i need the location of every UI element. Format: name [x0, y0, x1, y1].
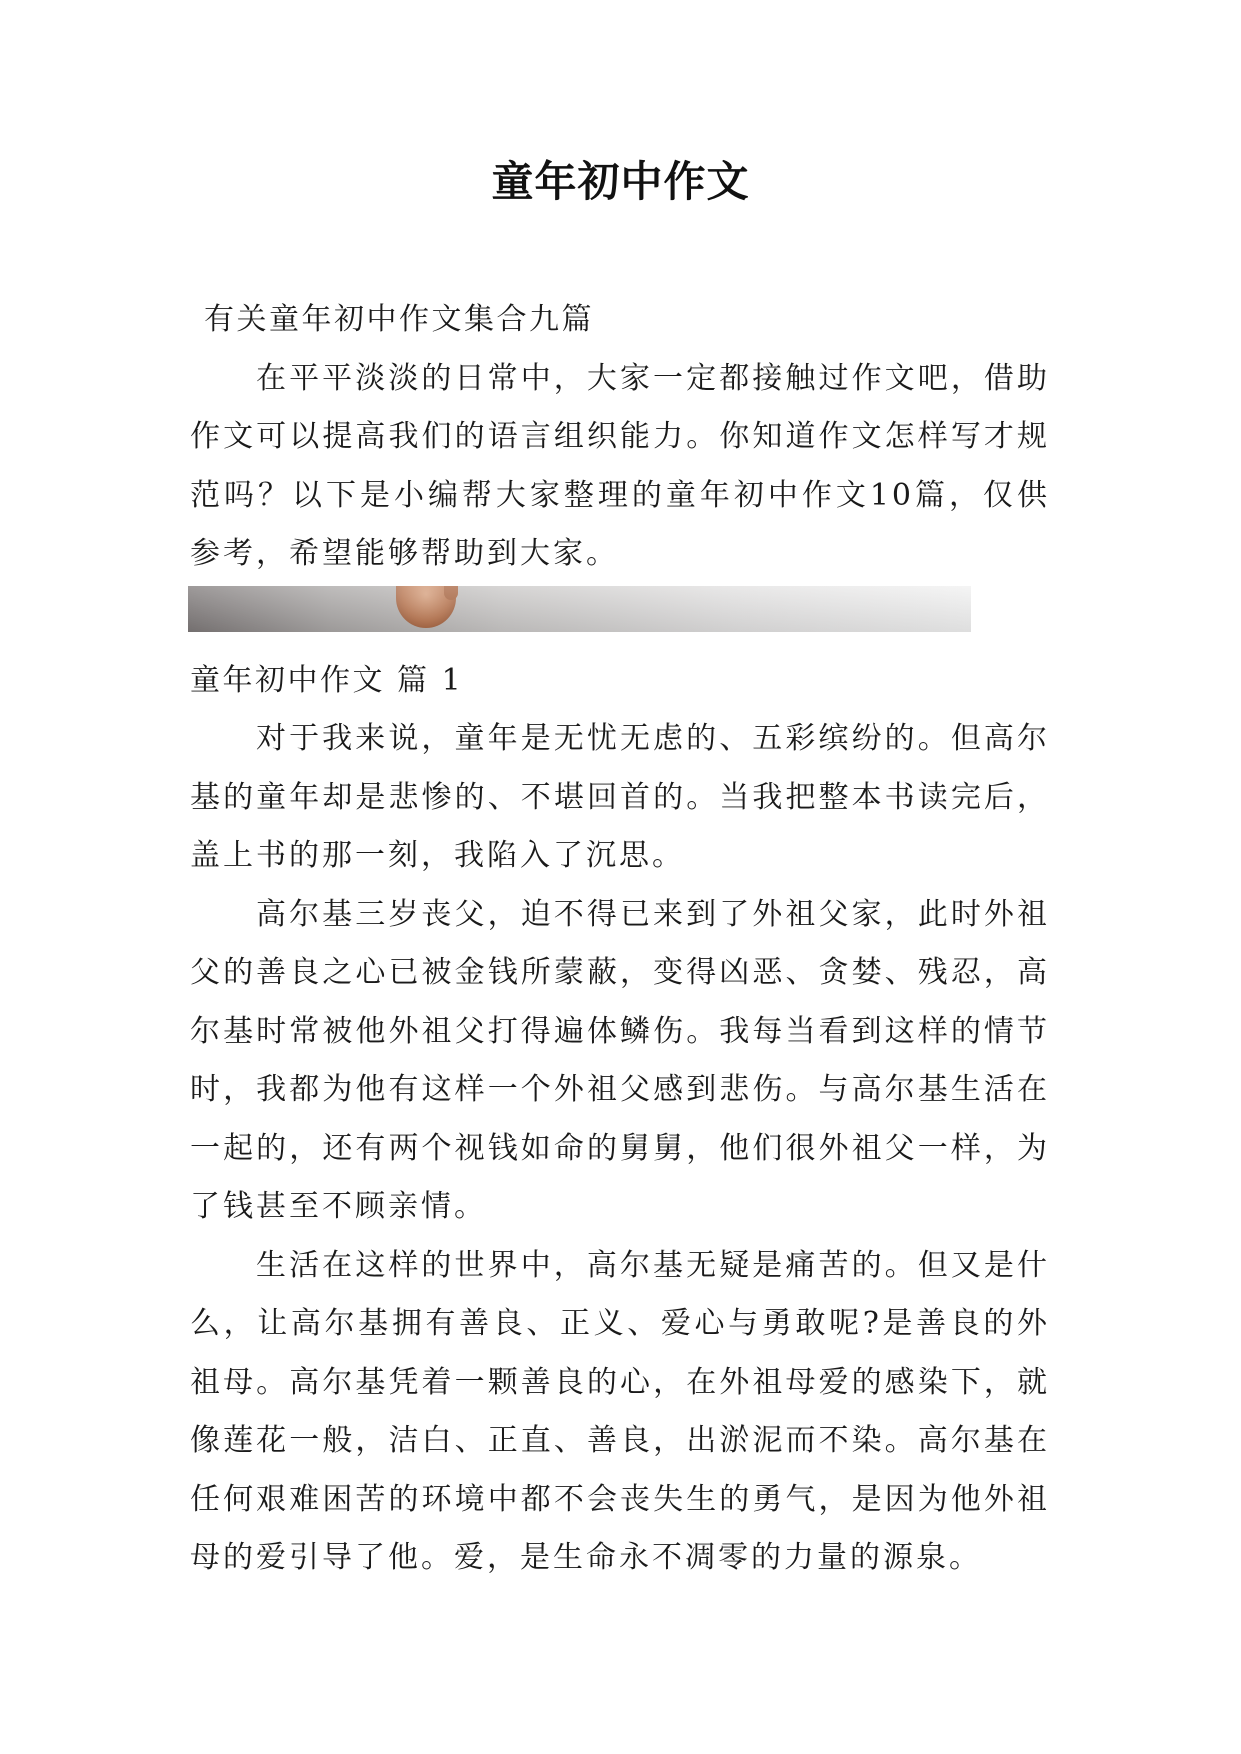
banner-shade [188, 586, 971, 632]
body-paragraph: 高尔基三岁丧父，迫不得已来到了外祖父家，此时外祖父的善良之心已被金钱所蒙蔽，变得凶恶、贪婪、残忍，高尔基时常被他外祖父打得遍体鳞伤。我每当看到这样的情节时，我都为他有这样一个外祖父感到悲伤。与高尔基生活在一起的，还有两个视钱如命的舅舅，他们很外祖父一样，为了钱甚至不顾亲情。 [190, 896, 1050, 1224]
section-heading: 童年初中作文 篇 1 [190, 662, 464, 698]
body-paragraph: 对于我来说，童年是无忧无虑的、五彩缤纷的。但高尔基的童年却是悲惨的、不堪回首的。当我把整本书读完后，盖上书的那一刻，我陷入了沉思。 [190, 721, 1050, 873]
document-title: 童年初中作文 [491, 157, 750, 206]
body-paragraph: 生活在这样的世界中，高尔基无疑是痛苦的。但又是什么，让高尔基拥有善良、正义、爱心与勇敢呢?是善良的外祖母。高尔基凭着一颗善良的心，在外祖母爱的感染下，就像莲花一般，洁白、正直、善良，出淤泥而不染。高尔基在任何艰难困苦的环境中都不会丧失生的勇气，是因为他外祖母的爱引导了他。爱，是生命永不凋零的力量的源泉。 [190, 1247, 1050, 1575]
document-body [190, 291, 1050, 1588]
banner-image [188, 586, 971, 632]
intro-paragraph: 在平平淡淡的日常中，大家一定都接触过作文吧，借助作文可以提高我们的语言组织能力。你知道作文怎样写才规范吗？以下是小编帮大家整理的童年初中作文10篇，仅供参考，希望能够帮助到大家。 [190, 360, 1050, 571]
document-subtitle: 有关童年初中作文集合九篇 [204, 302, 594, 337]
